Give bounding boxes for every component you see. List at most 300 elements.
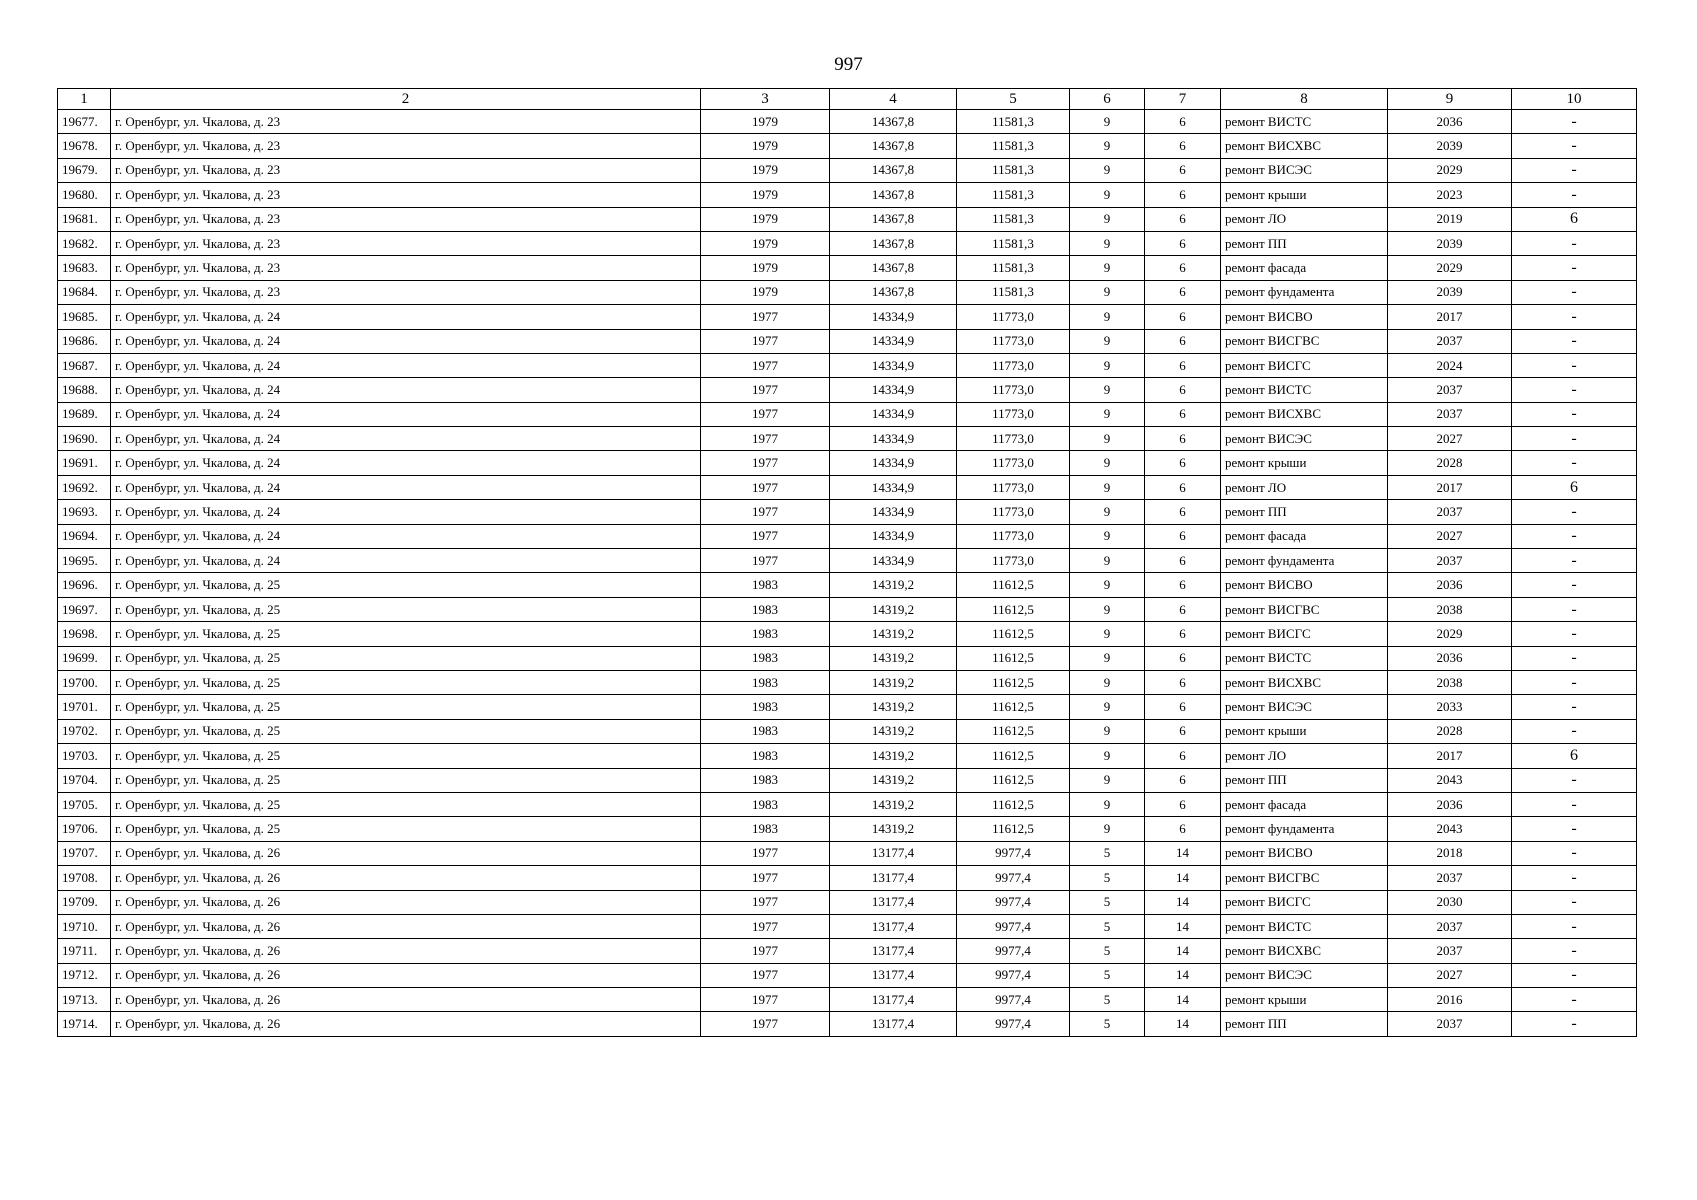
floors-cell: 5 xyxy=(1070,988,1145,1012)
column-10-cell: - xyxy=(1512,231,1637,255)
row-number-cell: 19692. xyxy=(58,475,111,499)
table-row xyxy=(58,427,1637,451)
entrances-cell: 6 xyxy=(1145,475,1221,499)
table-row xyxy=(58,549,1637,573)
total-area-cell: 13177,4 xyxy=(830,914,957,938)
header-row xyxy=(58,89,1637,110)
work-type-cell: ремонт ВИСХВС xyxy=(1221,939,1388,963)
table-row xyxy=(58,695,1637,719)
entrances-cell: 6 xyxy=(1145,646,1221,670)
row-number-cell: 19682. xyxy=(58,231,111,255)
planned-year-cell: 2037 xyxy=(1388,1012,1512,1036)
entrances-cell: 6 xyxy=(1145,207,1221,231)
row-number-cell: 19693. xyxy=(58,500,111,524)
total-area-cell: 13177,4 xyxy=(830,890,957,914)
year-built-cell: 1977 xyxy=(701,353,830,377)
year-built-cell: 1979 xyxy=(701,134,830,158)
living-area-cell: 11773,0 xyxy=(957,305,1070,329)
row-number-cell: 19678. xyxy=(58,134,111,158)
address-cell: г. Оренбург, ул. Чкалова, д. 23 xyxy=(111,256,701,280)
living-area-cell: 11612,5 xyxy=(957,744,1070,768)
address-cell: г. Оренбург, ул. Чкалова, д. 26 xyxy=(111,866,701,890)
work-type-cell: ремонт ВИСЭС xyxy=(1221,963,1388,987)
total-area-cell: 14319,2 xyxy=(830,719,957,743)
living-area-cell: 11581,3 xyxy=(957,158,1070,182)
living-area-cell: 11581,3 xyxy=(957,134,1070,158)
floors-cell: 9 xyxy=(1070,183,1145,207)
year-built-cell: 1983 xyxy=(701,744,830,768)
column-10-cell: - xyxy=(1512,622,1637,646)
entrances-cell: 6 xyxy=(1145,719,1221,743)
table-row xyxy=(58,914,1637,938)
planned-year-cell: 2017 xyxy=(1388,744,1512,768)
entrances-cell: 6 xyxy=(1145,622,1221,646)
floors-cell: 9 xyxy=(1070,110,1145,134)
floors-cell: 9 xyxy=(1070,280,1145,304)
planned-year-cell: 2018 xyxy=(1388,841,1512,865)
work-type-cell: ремонт ВИСГС xyxy=(1221,890,1388,914)
year-built-cell: 1983 xyxy=(701,695,830,719)
row-number-cell: 19681. xyxy=(58,207,111,231)
living-area-cell: 11581,3 xyxy=(957,183,1070,207)
table-row xyxy=(58,670,1637,694)
entrances-cell: 6 xyxy=(1145,695,1221,719)
address-cell: г. Оренбург, ул. Чкалова, д. 23 xyxy=(111,207,701,231)
work-type-cell: ремонт фасада xyxy=(1221,524,1388,548)
address-cell: г. Оренбург, ул. Чкалова, д. 24 xyxy=(111,305,701,329)
address-cell: г. Оренбург, ул. Чкалова, д. 23 xyxy=(111,110,701,134)
floors-cell: 5 xyxy=(1070,890,1145,914)
column-10-cell: - xyxy=(1512,841,1637,865)
column-10-cell: - xyxy=(1512,866,1637,890)
total-area-cell: 14319,2 xyxy=(830,817,957,841)
floors-cell: 9 xyxy=(1070,451,1145,475)
living-area-cell: 11612,5 xyxy=(957,695,1070,719)
table-row xyxy=(58,939,1637,963)
year-built-cell: 1979 xyxy=(701,183,830,207)
column-10-cell: 6 xyxy=(1512,744,1637,768)
year-built-cell: 1977 xyxy=(701,329,830,353)
year-built-cell: 1979 xyxy=(701,280,830,304)
page-number: 997 xyxy=(834,54,863,75)
living-area-cell: 11612,5 xyxy=(957,768,1070,792)
table-row xyxy=(58,841,1637,865)
total-area-cell: 14367,8 xyxy=(830,280,957,304)
planned-year-cell: 2033 xyxy=(1388,695,1512,719)
year-built-cell: 1977 xyxy=(701,500,830,524)
year-built-cell: 1977 xyxy=(701,914,830,938)
table-row xyxy=(58,768,1637,792)
table-row xyxy=(58,329,1637,353)
year-built-cell: 1977 xyxy=(701,402,830,426)
address-cell: г. Оренбург, ул. Чкалова, д. 24 xyxy=(111,475,701,499)
living-area-cell: 11581,3 xyxy=(957,256,1070,280)
address-cell: г. Оренбург, ул. Чкалова, д. 24 xyxy=(111,402,701,426)
entrances-cell: 14 xyxy=(1145,914,1221,938)
registry-body xyxy=(58,89,1637,1037)
planned-year-cell: 2037 xyxy=(1388,329,1512,353)
living-area-cell: 9977,4 xyxy=(957,939,1070,963)
column-10-cell: - xyxy=(1512,695,1637,719)
entrances-cell: 6 xyxy=(1145,231,1221,255)
address-cell: г. Оренбург, ул. Чкалова, д. 24 xyxy=(111,549,701,573)
year-built-cell: 1983 xyxy=(701,817,830,841)
table-row xyxy=(58,305,1637,329)
column-10-cell: - xyxy=(1512,378,1637,402)
living-area-cell: 11612,5 xyxy=(957,817,1070,841)
table-row xyxy=(58,866,1637,890)
work-type-cell: ремонт фундамента xyxy=(1221,549,1388,573)
entrances-cell: 6 xyxy=(1145,670,1221,694)
planned-year-cell: 2017 xyxy=(1388,475,1512,499)
year-built-cell: 1977 xyxy=(701,305,830,329)
work-type-cell: ремонт ВИСТС xyxy=(1221,914,1388,938)
column-10-cell: - xyxy=(1512,890,1637,914)
year-built-cell: 1977 xyxy=(701,866,830,890)
total-area-cell: 14319,2 xyxy=(830,597,957,621)
total-area-cell: 14334,9 xyxy=(830,524,957,548)
living-area-cell: 11612,5 xyxy=(957,792,1070,816)
address-cell: г. Оренбург, ул. Чкалова, д. 25 xyxy=(111,719,701,743)
table-row xyxy=(58,792,1637,816)
entrances-cell: 6 xyxy=(1145,817,1221,841)
address-cell: г. Оренбург, ул. Чкалова, д. 24 xyxy=(111,329,701,353)
table-row xyxy=(58,231,1637,255)
living-area-cell: 11773,0 xyxy=(957,427,1070,451)
work-type-cell: ремонт ЛО xyxy=(1221,744,1388,768)
table-row xyxy=(58,353,1637,377)
column-10-cell: - xyxy=(1512,500,1637,524)
row-number-cell: 19709. xyxy=(58,890,111,914)
address-cell: г. Оренбург, ул. Чкалова, д. 24 xyxy=(111,353,701,377)
work-type-cell: ремонт фасада xyxy=(1221,256,1388,280)
floors-cell: 9 xyxy=(1070,378,1145,402)
floors-cell: 9 xyxy=(1070,402,1145,426)
total-area-cell: 14319,2 xyxy=(830,622,957,646)
column-10-cell: - xyxy=(1512,792,1637,816)
address-cell: г. Оренбург, ул. Чкалова, д. 26 xyxy=(111,914,701,938)
planned-year-cell: 2037 xyxy=(1388,500,1512,524)
work-type-cell: ремонт ВИСГС xyxy=(1221,353,1388,377)
total-area-cell: 14334,9 xyxy=(830,500,957,524)
living-area-cell: 11612,5 xyxy=(957,670,1070,694)
total-area-cell: 14334,9 xyxy=(830,402,957,426)
total-area-cell: 14367,8 xyxy=(830,158,957,182)
row-number-cell: 19712. xyxy=(58,963,111,987)
column-10-cell: - xyxy=(1512,353,1637,377)
living-area-cell: 11581,3 xyxy=(957,280,1070,304)
planned-year-cell: 2036 xyxy=(1388,573,1512,597)
work-type-cell: ремонт ЛО xyxy=(1221,207,1388,231)
header-cell: 6 xyxy=(1070,89,1145,110)
year-built-cell: 1983 xyxy=(701,792,830,816)
year-built-cell: 1979 xyxy=(701,256,830,280)
planned-year-cell: 2038 xyxy=(1388,597,1512,621)
work-type-cell: ремонт крыши xyxy=(1221,451,1388,475)
work-type-cell: ремонт ВИСГВС xyxy=(1221,329,1388,353)
year-built-cell: 1979 xyxy=(701,110,830,134)
living-area-cell: 9977,4 xyxy=(957,841,1070,865)
entrances-cell: 6 xyxy=(1145,329,1221,353)
table-row xyxy=(58,646,1637,670)
column-10-cell: - xyxy=(1512,939,1637,963)
total-area-cell: 14367,8 xyxy=(830,183,957,207)
row-number-cell: 19706. xyxy=(58,817,111,841)
address-cell: г. Оренбург, ул. Чкалова, д. 26 xyxy=(111,890,701,914)
address-cell: г. Оренбург, ул. Чкалова, д. 24 xyxy=(111,500,701,524)
column-10-cell: - xyxy=(1512,549,1637,573)
floors-cell: 9 xyxy=(1070,500,1145,524)
row-number-cell: 19711. xyxy=(58,939,111,963)
address-cell: г. Оренбург, ул. Чкалова, д. 25 xyxy=(111,817,701,841)
address-cell: г. Оренбург, ул. Чкалова, д. 24 xyxy=(111,524,701,548)
living-area-cell: 11773,0 xyxy=(957,329,1070,353)
floors-cell: 9 xyxy=(1070,695,1145,719)
planned-year-cell: 2028 xyxy=(1388,451,1512,475)
table-row xyxy=(58,110,1637,134)
column-10-cell: - xyxy=(1512,183,1637,207)
row-number-cell: 19705. xyxy=(58,792,111,816)
floors-cell: 9 xyxy=(1070,744,1145,768)
year-built-cell: 1983 xyxy=(701,597,830,621)
total-area-cell: 13177,4 xyxy=(830,841,957,865)
work-type-cell: ремонт ВИСГВС xyxy=(1221,866,1388,890)
year-built-cell: 1983 xyxy=(701,719,830,743)
year-built-cell: 1977 xyxy=(701,475,830,499)
header-cell: 3 xyxy=(701,89,830,110)
entrances-cell: 14 xyxy=(1145,988,1221,1012)
row-number-cell: 19684. xyxy=(58,280,111,304)
total-area-cell: 14334,9 xyxy=(830,329,957,353)
address-cell: г. Оренбург, ул. Чкалова, д. 26 xyxy=(111,963,701,987)
planned-year-cell: 2024 xyxy=(1388,353,1512,377)
column-10-cell: - xyxy=(1512,573,1637,597)
living-area-cell: 9977,4 xyxy=(957,1012,1070,1036)
row-number-cell: 19702. xyxy=(58,719,111,743)
column-10-cell: - xyxy=(1512,329,1637,353)
total-area-cell: 14334,9 xyxy=(830,549,957,573)
table-row xyxy=(58,158,1637,182)
planned-year-cell: 2023 xyxy=(1388,183,1512,207)
year-built-cell: 1977 xyxy=(701,963,830,987)
total-area-cell: 13177,4 xyxy=(830,963,957,987)
column-10-cell: - xyxy=(1512,768,1637,792)
planned-year-cell: 2039 xyxy=(1388,134,1512,158)
entrances-cell: 6 xyxy=(1145,768,1221,792)
total-area-cell: 14367,8 xyxy=(830,207,957,231)
column-10-cell: - xyxy=(1512,646,1637,670)
entrances-cell: 6 xyxy=(1145,353,1221,377)
floors-cell: 9 xyxy=(1070,207,1145,231)
row-number-cell: 19680. xyxy=(58,183,111,207)
work-type-cell: ремонт фасада xyxy=(1221,792,1388,816)
year-built-cell: 1977 xyxy=(701,451,830,475)
work-type-cell: ремонт ВИСГВС xyxy=(1221,597,1388,621)
floors-cell: 9 xyxy=(1070,353,1145,377)
year-built-cell: 1983 xyxy=(701,768,830,792)
planned-year-cell: 2017 xyxy=(1388,305,1512,329)
table-row xyxy=(58,280,1637,304)
address-cell: г. Оренбург, ул. Чкалова, д. 24 xyxy=(111,378,701,402)
header-cell: 10 xyxy=(1512,89,1637,110)
column-10-cell: - xyxy=(1512,256,1637,280)
entrances-cell: 6 xyxy=(1145,792,1221,816)
living-area-cell: 11773,0 xyxy=(957,524,1070,548)
work-type-cell: ремонт ВИСЭС xyxy=(1221,158,1388,182)
total-area-cell: 14334,9 xyxy=(830,427,957,451)
floors-cell: 9 xyxy=(1070,670,1145,694)
total-area-cell: 14319,2 xyxy=(830,646,957,670)
address-cell: г. Оренбург, ул. Чкалова, д. 25 xyxy=(111,646,701,670)
living-area-cell: 11773,0 xyxy=(957,402,1070,426)
entrances-cell: 6 xyxy=(1145,573,1221,597)
table-row xyxy=(58,817,1637,841)
address-cell: г. Оренбург, ул. Чкалова, д. 25 xyxy=(111,792,701,816)
floors-cell: 9 xyxy=(1070,158,1145,182)
row-number-cell: 19713. xyxy=(58,988,111,1012)
total-area-cell: 14319,2 xyxy=(830,768,957,792)
entrances-cell: 6 xyxy=(1145,134,1221,158)
column-10-cell: - xyxy=(1512,110,1637,134)
entrances-cell: 6 xyxy=(1145,427,1221,451)
floors-cell: 9 xyxy=(1070,329,1145,353)
planned-year-cell: 2016 xyxy=(1388,988,1512,1012)
year-built-cell: 1977 xyxy=(701,841,830,865)
entrances-cell: 14 xyxy=(1145,939,1221,963)
address-cell: г. Оренбург, ул. Чкалова, д. 26 xyxy=(111,939,701,963)
planned-year-cell: 2036 xyxy=(1388,646,1512,670)
table-row xyxy=(58,597,1637,621)
table-row xyxy=(58,183,1637,207)
planned-year-cell: 2027 xyxy=(1388,427,1512,451)
work-type-cell: ремонт фундамента xyxy=(1221,817,1388,841)
work-type-cell: ремонт ВИСГС xyxy=(1221,622,1388,646)
table-row xyxy=(58,500,1637,524)
living-area-cell: 11773,0 xyxy=(957,475,1070,499)
registry-table xyxy=(57,88,1637,1037)
floors-cell: 9 xyxy=(1070,524,1145,548)
column-10-cell: - xyxy=(1512,963,1637,987)
year-built-cell: 1983 xyxy=(701,670,830,694)
column-10-cell: - xyxy=(1512,524,1637,548)
total-area-cell: 14334,9 xyxy=(830,451,957,475)
entrances-cell: 14 xyxy=(1145,1012,1221,1036)
row-number-cell: 19703. xyxy=(58,744,111,768)
floors-cell: 9 xyxy=(1070,134,1145,158)
floors-cell: 9 xyxy=(1070,768,1145,792)
floors-cell: 9 xyxy=(1070,646,1145,670)
row-number-cell: 19695. xyxy=(58,549,111,573)
planned-year-cell: 2039 xyxy=(1388,280,1512,304)
total-area-cell: 13177,4 xyxy=(830,988,957,1012)
table-row xyxy=(58,378,1637,402)
work-type-cell: ремонт ПП xyxy=(1221,231,1388,255)
row-number-cell: 19701. xyxy=(58,695,111,719)
planned-year-cell: 2038 xyxy=(1388,670,1512,694)
row-number-cell: 19689. xyxy=(58,402,111,426)
row-number-cell: 19698. xyxy=(58,622,111,646)
planned-year-cell: 2029 xyxy=(1388,158,1512,182)
table-row xyxy=(58,963,1637,987)
work-type-cell: ремонт ВИСЭС xyxy=(1221,427,1388,451)
column-10-cell: - xyxy=(1512,134,1637,158)
address-cell: г. Оренбург, ул. Чкалова, д. 23 xyxy=(111,231,701,255)
total-area-cell: 13177,4 xyxy=(830,939,957,963)
total-area-cell: 14334,9 xyxy=(830,378,957,402)
table-row xyxy=(58,524,1637,548)
entrances-cell: 6 xyxy=(1145,744,1221,768)
table-row xyxy=(58,744,1637,768)
header-cell: 5 xyxy=(957,89,1070,110)
work-type-cell: ремонт ВИСХВС xyxy=(1221,670,1388,694)
year-built-cell: 1977 xyxy=(701,524,830,548)
year-built-cell: 1977 xyxy=(701,1012,830,1036)
floors-cell: 9 xyxy=(1070,792,1145,816)
total-area-cell: 14319,2 xyxy=(830,792,957,816)
entrances-cell: 6 xyxy=(1145,402,1221,426)
header-cell: 9 xyxy=(1388,89,1512,110)
table-row xyxy=(58,719,1637,743)
header-cell: 7 xyxy=(1145,89,1221,110)
table-row xyxy=(58,207,1637,231)
year-built-cell: 1979 xyxy=(701,158,830,182)
entrances-cell: 6 xyxy=(1145,500,1221,524)
living-area-cell: 11612,5 xyxy=(957,573,1070,597)
living-area-cell: 11581,3 xyxy=(957,207,1070,231)
year-built-cell: 1977 xyxy=(701,549,830,573)
living-area-cell: 11773,0 xyxy=(957,451,1070,475)
address-cell: г. Оренбург, ул. Чкалова, д. 23 xyxy=(111,134,701,158)
year-built-cell: 1977 xyxy=(701,427,830,451)
living-area-cell: 9977,4 xyxy=(957,914,1070,938)
address-cell: г. Оренбург, ул. Чкалова, д. 25 xyxy=(111,768,701,792)
address-cell: г. Оренбург, ул. Чкалова, д. 23 xyxy=(111,158,701,182)
work-type-cell: ремонт ВИСВО xyxy=(1221,305,1388,329)
living-area-cell: 11581,3 xyxy=(957,110,1070,134)
entrances-cell: 14 xyxy=(1145,963,1221,987)
year-built-cell: 1983 xyxy=(701,622,830,646)
row-number-cell: 19683. xyxy=(58,256,111,280)
planned-year-cell: 2029 xyxy=(1388,622,1512,646)
planned-year-cell: 2037 xyxy=(1388,402,1512,426)
entrances-cell: 6 xyxy=(1145,549,1221,573)
entrances-cell: 14 xyxy=(1145,841,1221,865)
living-area-cell: 11612,5 xyxy=(957,719,1070,743)
work-type-cell: ремонт ВИСХВС xyxy=(1221,134,1388,158)
table-row xyxy=(58,1012,1637,1036)
column-10-cell: 6 xyxy=(1512,475,1637,499)
total-area-cell: 14319,2 xyxy=(830,573,957,597)
planned-year-cell: 2037 xyxy=(1388,914,1512,938)
living-area-cell: 9977,4 xyxy=(957,866,1070,890)
row-number-cell: 19704. xyxy=(58,768,111,792)
address-cell: г. Оренбург, ул. Чкалова, д. 25 xyxy=(111,670,701,694)
living-area-cell: 9977,4 xyxy=(957,963,1070,987)
planned-year-cell: 2037 xyxy=(1388,866,1512,890)
year-built-cell: 1977 xyxy=(701,988,830,1012)
row-number-cell: 19677. xyxy=(58,110,111,134)
work-type-cell: ремонт ПП xyxy=(1221,500,1388,524)
entrances-cell: 6 xyxy=(1145,451,1221,475)
work-type-cell: ремонт ПП xyxy=(1221,1012,1388,1036)
floors-cell: 9 xyxy=(1070,231,1145,255)
floors-cell: 9 xyxy=(1070,256,1145,280)
total-area-cell: 14367,8 xyxy=(830,256,957,280)
floors-cell: 5 xyxy=(1070,841,1145,865)
address-cell: г. Оренбург, ул. Чкалова, д. 26 xyxy=(111,841,701,865)
table-row xyxy=(58,475,1637,499)
total-area-cell: 14334,9 xyxy=(830,353,957,377)
